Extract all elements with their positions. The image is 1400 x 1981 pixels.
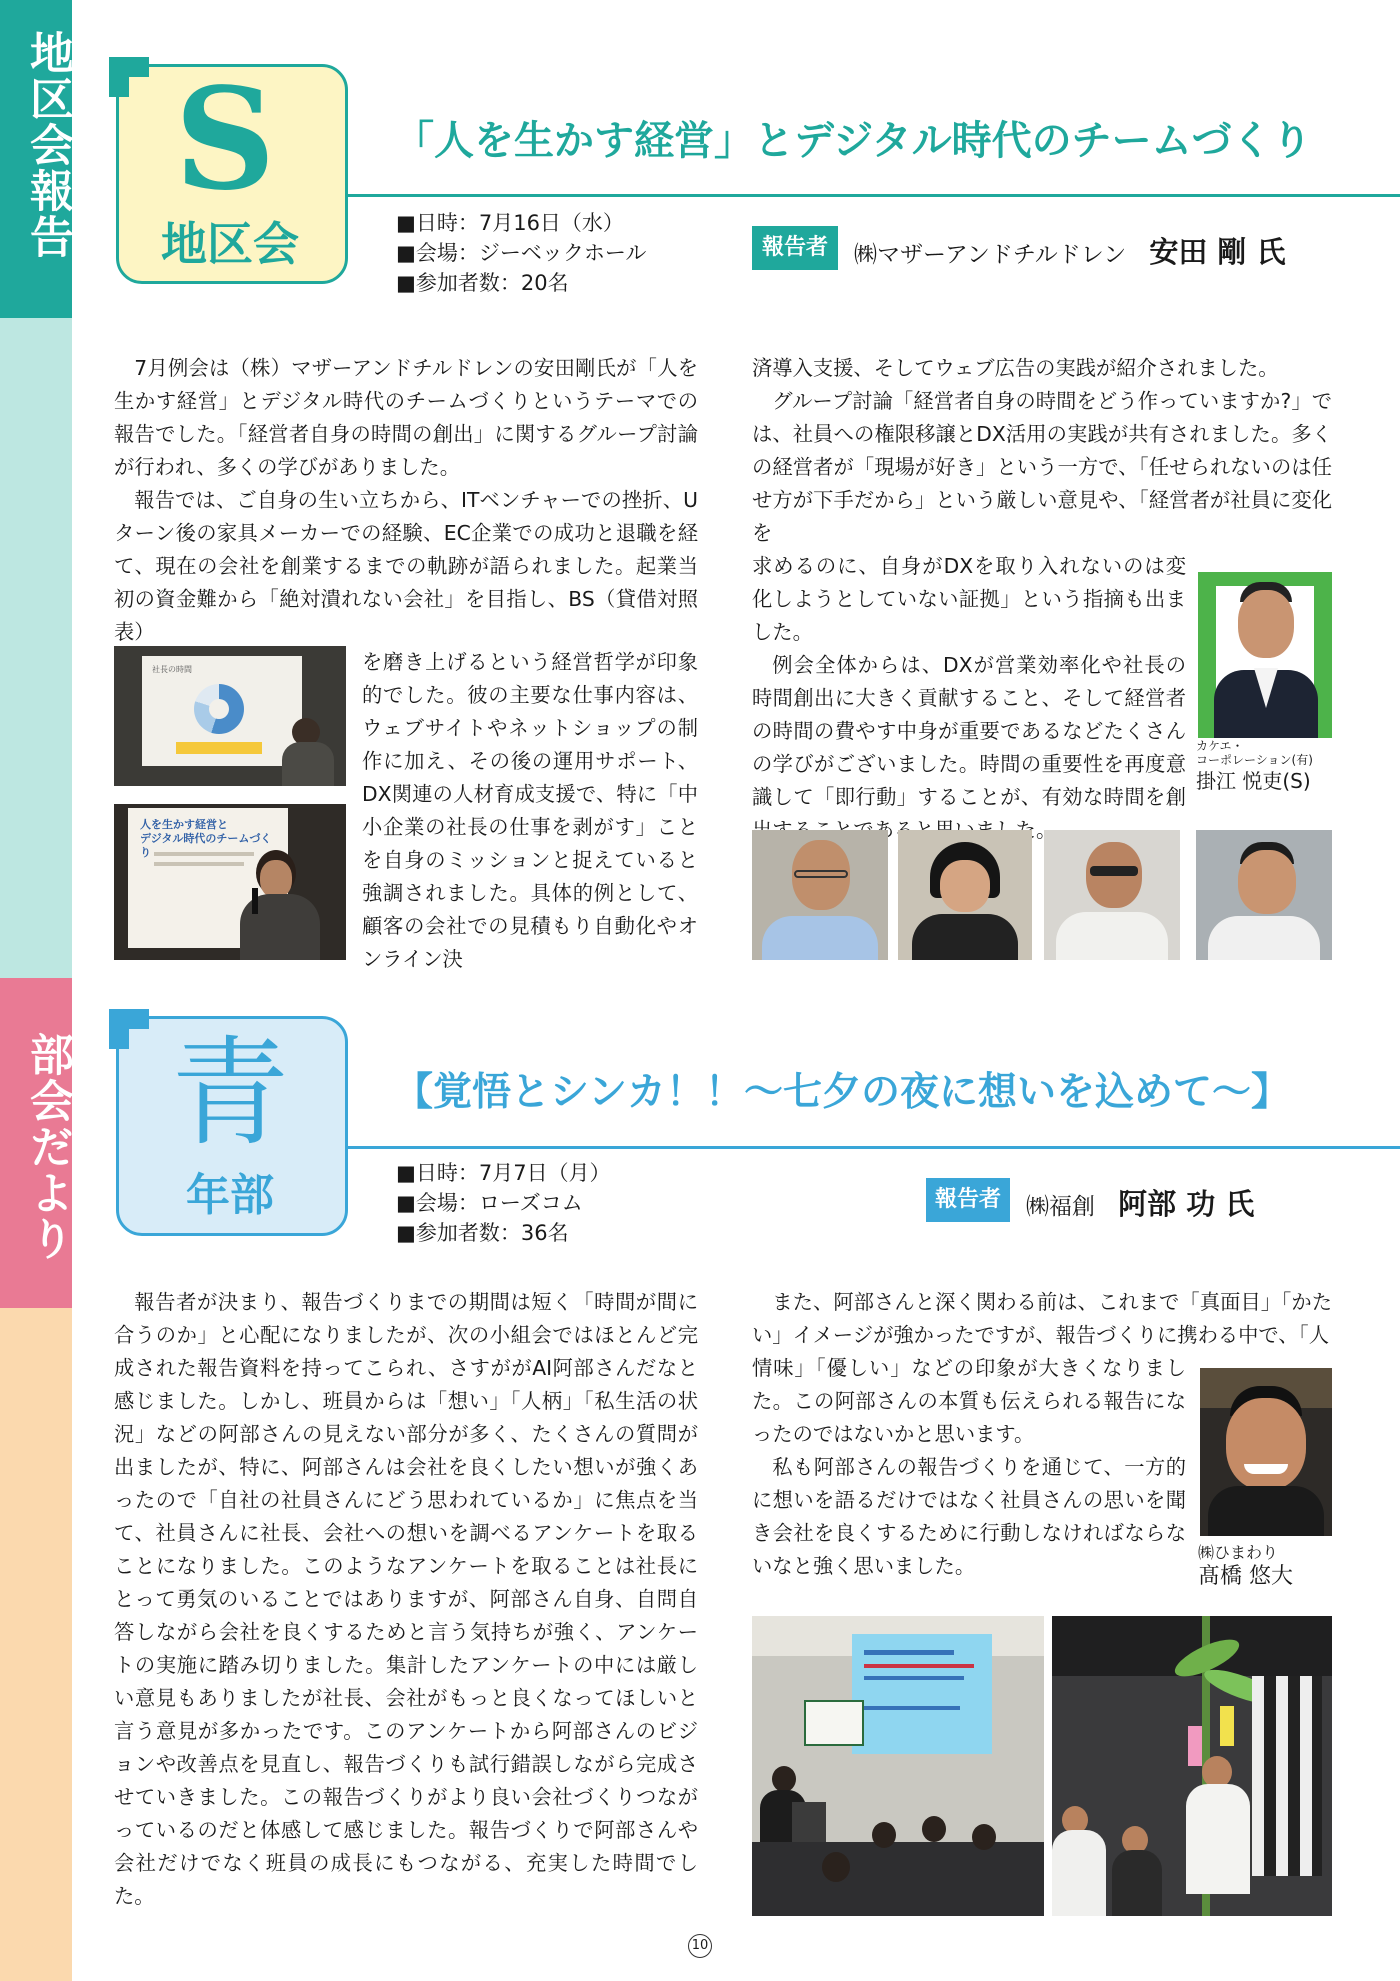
event-meta [396,208,646,298]
meta-date: ■日時：7月7日（月） [396,1161,611,1185]
rail-band-peach [0,1308,72,1981]
paragraph: を磨き上げるという経営哲学が印象的でした。彼の主要な仕事内容は、ウェブサイトやネットショップの制作に加え、その後の運用サポート、DX関連の人材育成支援で、特に「中小企業の社長の仕事を剥がす」ことを自身のミッションと捉えていると強調されました。具体的例として、顧客の会社での見積もり自動化やオンライン決 [362,650,698,971]
reporter-person: 阿部 功 氏 [1118,1187,1255,1221]
photo-speaker [114,804,346,960]
section-title: 「人を生かす経営」とデジタル時代のチームづくり [394,118,1312,164]
page-number: 10 [688,1934,712,1958]
title-rule [348,1146,1400,1149]
caption-company: ㈱ひまわり [1198,1543,1279,1562]
caption-company: カケエ・ コーポレーション(有) [1196,739,1313,767]
badge-sub-label: 年部 [186,1170,274,1221]
rail-label-district-report: 地区会報告 [22,30,73,260]
reporter-tag: 報告者 [752,226,838,270]
paragraph: 報告者が決まり、報告づくりまでの期間は短く「時間が間に合うのか」と心配になりましたが、次の小組会ではほとんど完成された報告資料を持ってこられ、さすががAI阿部さんだなと感じました。しかし、班員からは「想い」「人柄」「私生活の状況」などの阿部さんの見えない部分が多く、たくさんの質問が出ましたが、特に、阿部さんは会社を良くしたい想いが強くあったので「自社の社員さんにどう思われているか」に焦点を当て、社員さんに社長、会社への想いを調べるアンケートを取ることになりました。このようなアンケートを取ることは社長にとって勇気のいることではありますが、阿部さん自身、自問自答しながら会社を良くするためと言う気持ちが強く、アンケートの実施に踏み切りました。集計したアンケートの中には厳しい意見もありましたが社長、会社がもっと良くなってほしいと言う意見が多かったです。このアンケートから阿部さんのビジョンや改善点を見直し、報告づくりも試行錯誤しながら完成させていきました。この報告づくりがより良い会社づくりつながっているのだと体感して感じました。報告づくりで阿部さんや会社だけでなく班員の成長にもつながる、充実した時間でした。 [114,1290,698,1908]
reporter-person: 安田 剛 氏 [1149,235,1286,269]
paragraph: 私も阿部さんの報告づくりを通じて、一方的に想いを語るだけではなく社員さんの思いを聞き会社を良くするために行動しなければならないなと強く思いました。 [752,1455,1186,1578]
section-title: 【覚悟とシンカ！！～七夕の夜に想いを込めて～】 [394,1070,1291,1115]
reporter-name [1026,1182,1254,1223]
portrait-caption [1198,1544,1348,1590]
caption-name: 掛江 悦吏(S) [1196,768,1311,793]
rail-band-light [0,318,72,978]
photo-participant-2 [898,830,1032,960]
portrait-caption [1196,740,1346,793]
photo-participant-3 [1044,830,1180,960]
paragraph: 報告では、ご自身の生い立ちから、ITベンチャーでの挫折、Uターン後の家具メーカーでの経験、EC企業での成功と退職を経て、現在の会社を創業するまでの軌跡が語られました。起業当初の資金難から「絶対潰れない会社」を目指し、BS（貸借対照表） [114,488,698,644]
meta-venue: ■会場：ローズコム [396,1191,583,1215]
photo-portrait-commenter [1198,572,1332,738]
badge-letter-s: S [174,58,276,222]
slide-title: 社長の時間 [152,665,192,674]
body-text-right-narrow [752,1352,1186,1583]
body-text-right-narrow [752,550,1186,847]
paragraph: 求めるのに、自身がDXを取り入れないのは変化しようとしていない証拠」という指摘も出ました。 [752,554,1186,644]
meta-date: ■日時：7月16日（水） [396,211,624,235]
photo-participant-4 [1196,830,1332,960]
photo-tanabata-party [1052,1616,1332,1916]
reporter-company: ㈱福創 [1026,1194,1095,1220]
paragraph: グループ討論「経営者自身の時間をどう作っていますか?」では、社員への権限移譲とDX活用の実践が共有されました。多くの経営者が「現場が好き」という一方で、「任せられないのは任せ方が下手だから」という厳しい意見や、「経営者が社員に変化を [752,389,1332,545]
side-rail [0,0,72,1981]
photo-presentation-screen [114,646,346,786]
event-meta [396,1158,611,1248]
body-text-left [114,352,698,649]
badge-sub-label: 地区会 [161,217,299,271]
slide-headline: 人を生かす経営と デジタル時代のチームづくり [140,818,272,859]
rail-label-club-news: 部会だより [22,1032,73,1262]
caption-name: 髙橋 悠大 [1198,1564,1293,1590]
reporter-tag: 報告者 [926,1178,1010,1222]
paragraph: 例会全体からは、DXが営業効率化や社長の時間創出に大きく貢献すること、そして経営者の時間の費やす中身が重要であるなどたくさんの学びがございました。時間の重要性を再度意識して「即行動」することが、有効な時間を創 た。 [752,653,1186,842]
body-text-right [752,352,1332,550]
body-text-left [114,1286,698,1913]
reporter-company: ㈱マザーアンドチルドレン [854,242,1127,268]
body-text-left-narrow [362,646,698,976]
photo-participant-1 [752,830,888,960]
paragraph: 情味」「優しい」などの印象が大きくなりました。この阿部さんの本質も伝えられる報告になったのではないかと思います。 [752,1356,1186,1446]
paragraph: 7月例会は（株）マザーアンドチルドレンの安田剛氏が「人を生かす経営」とデジタル時代のチームづくりというテーマでの報告でした。「経営者自身の時間の創出」に関するグループ討論が行われ、多くの学びがありました。 [114,356,698,479]
meta-attendees: ■参加者数：20名 [396,271,569,295]
photo-seminar-room [752,1616,1044,1916]
reporter-name [854,230,1286,271]
title-rule [348,194,1400,197]
paragraph: また、阿部さんと深く関わる前は、これまで「真面目」「かたい」イメージが強かったですが、報告づくりに携わる中で、「人 [752,1290,1332,1347]
meta-venue: ■会場：ジーベックホール [396,241,647,265]
body-text-right [752,1286,1332,1352]
badge-letter-youth: 青 [170,1024,289,1162]
photo-portrait-commenter [1200,1368,1332,1536]
meta-attendees: ■参加者数：36名 [396,1221,569,1245]
paragraph: 済導入支援、そしてウェブ広告の実践が紹介されました。 [752,356,1279,380]
